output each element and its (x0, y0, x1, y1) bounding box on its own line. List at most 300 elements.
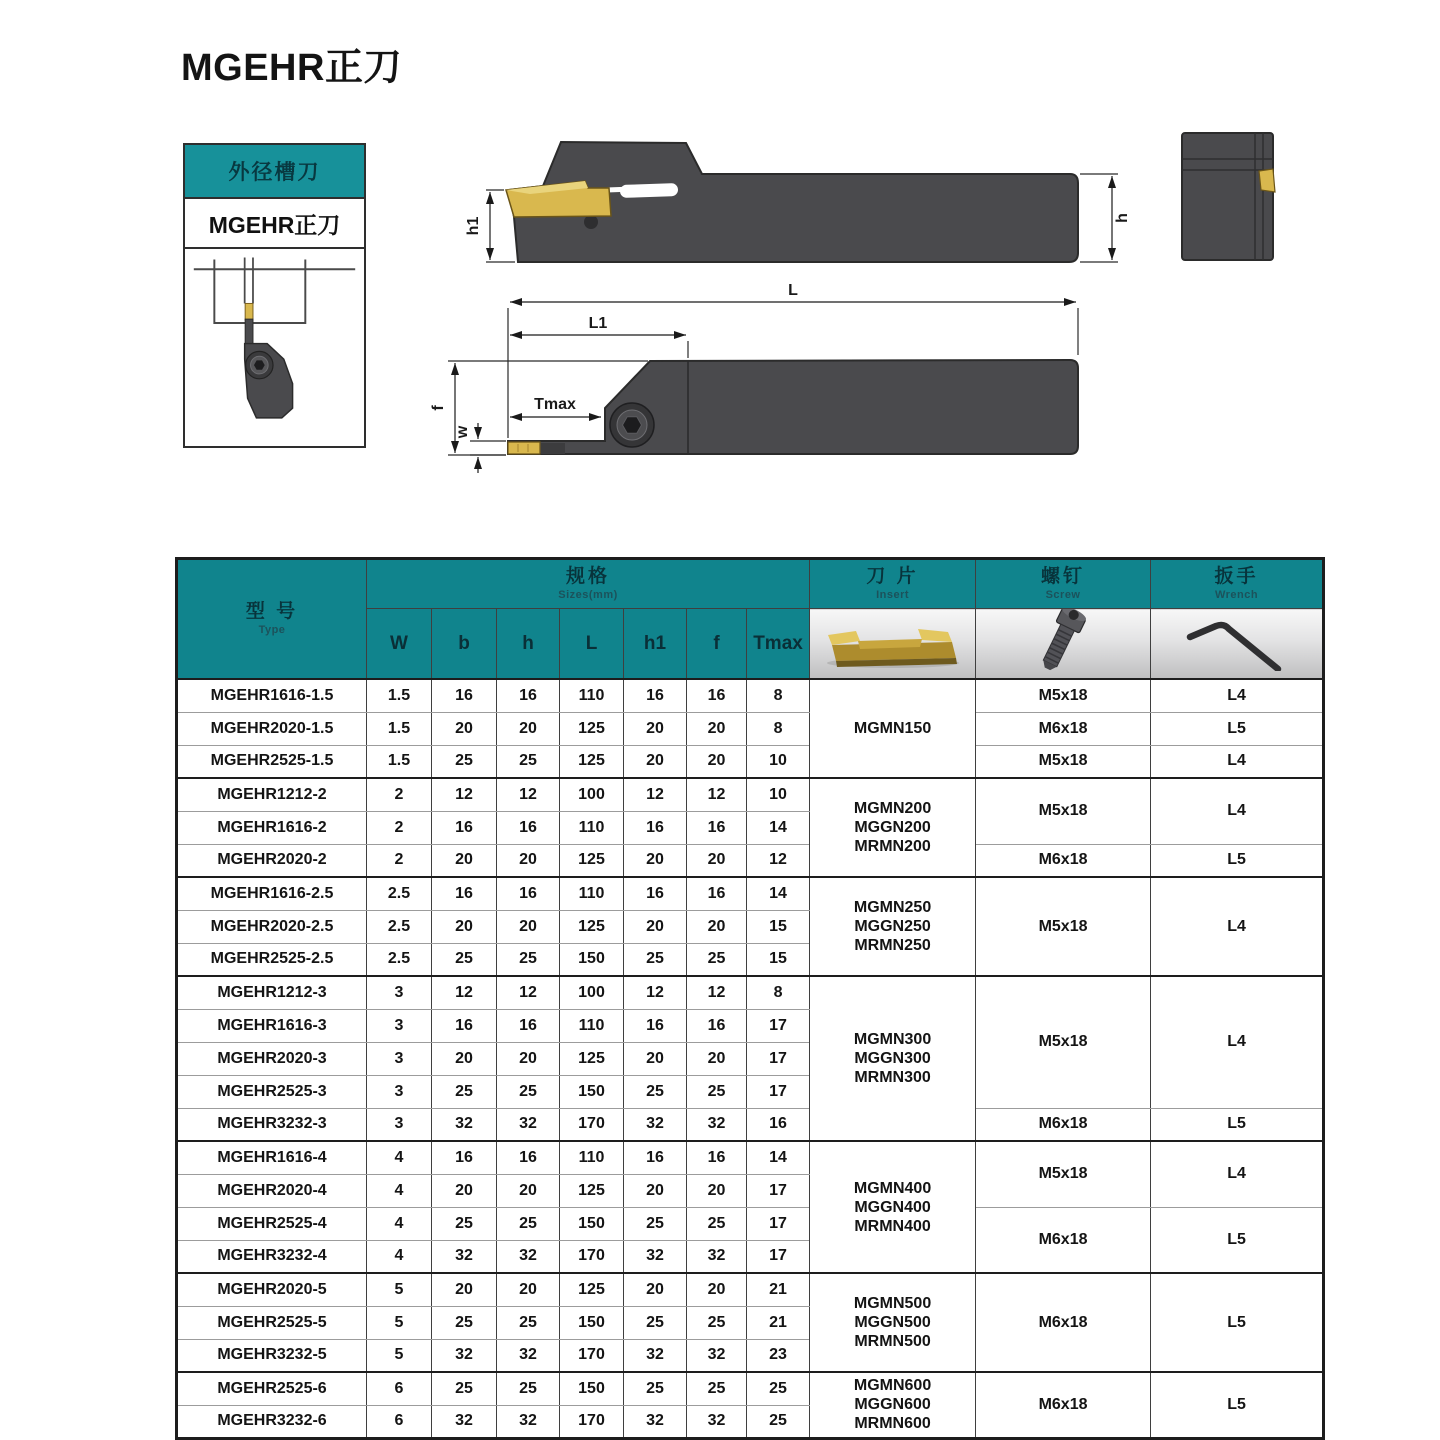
spec-value-cell: 16 (687, 1009, 747, 1042)
end-view-drawing (1182, 133, 1275, 260)
spec-value-cell: 12 (687, 778, 747, 811)
spec-value-cell: 6 (367, 1405, 432, 1438)
spec-value-cell: 25 (687, 1207, 747, 1240)
wrench-cell: L5 (1151, 1372, 1324, 1438)
top-view-body (508, 360, 1078, 454)
spec-value-cell: 25 (497, 1075, 560, 1108)
spec-value-cell: 5 (367, 1306, 432, 1339)
wrench-cell: L5 (1151, 1207, 1324, 1273)
spec-value-cell: 110 (560, 679, 624, 712)
model-cell: MGEHR1616-4 (177, 1141, 367, 1174)
spec-value-cell: 20 (432, 1042, 497, 1075)
mini-tool-neck (245, 319, 253, 345)
spec-value-cell: 125 (560, 745, 624, 778)
spec-value-cell: 32 (497, 1108, 560, 1141)
spec-value-cell: 16 (432, 679, 497, 712)
wrench-cell: L4 (1151, 1141, 1324, 1207)
insert-model-line: MRMN500 (854, 1333, 931, 1350)
spec-value-cell: 25 (747, 1405, 810, 1438)
spec-value-cell: 20 (624, 1273, 687, 1306)
spec-value-cell: 3 (367, 1042, 432, 1075)
spec-value-cell: 15 (747, 943, 810, 976)
header-screw-en: Screw (1045, 589, 1081, 601)
insert-model-line: MGMN400 (853, 1179, 932, 1197)
table-row (177, 976, 1324, 1009)
spec-value-cell: 4 (367, 1207, 432, 1240)
model-cell: MGEHR3232-3 (177, 1108, 367, 1141)
spec-value-cell: 23 (747, 1339, 810, 1372)
insert-model-line: MGMN200 (853, 800, 932, 817)
spec-value-cell: 25 (432, 1306, 497, 1339)
screw-cell: M5x18 (976, 778, 1151, 844)
spec-value-cell: 12 (497, 976, 560, 1009)
header-wrench-en: Wrench (1214, 589, 1259, 601)
end-view-insert (1259, 169, 1275, 192)
spec-value-cell: 5 (367, 1339, 432, 1372)
spec-value-cell: 125 (560, 712, 624, 745)
insert-photo (818, 611, 968, 671)
table-row (177, 1141, 1324, 1174)
model-cell: MGEHR1616-3 (177, 1009, 367, 1042)
model-cell: MGEHR1616-2.5 (177, 877, 367, 910)
spec-value-cell: 25 (432, 745, 497, 778)
spec-value-cell: 16 (624, 1009, 687, 1042)
spec-value-cell: 170 (560, 1240, 624, 1273)
screw-cell: M6x18 (976, 1372, 1151, 1438)
table-row (177, 679, 1324, 712)
header-col-f: f (687, 609, 747, 680)
screw-photo-cell (976, 609, 1151, 680)
insert-photo-cell (810, 609, 976, 680)
spec-value-cell: 32 (624, 1339, 687, 1372)
insert-model-line: MRMN200 (854, 838, 931, 855)
spec-value-cell: 20 (687, 1273, 747, 1306)
model-cell: MGEHR1616-1.5 (177, 679, 367, 712)
table-row (177, 844, 1324, 877)
screw-cell: M5x18 (976, 745, 1151, 778)
spec-value-cell: 32 (497, 1405, 560, 1438)
spec-value-cell: 150 (560, 943, 624, 976)
wrench-cell: L5 (1151, 844, 1324, 877)
table-row (177, 1273, 1324, 1306)
screw-cell: M5x18 (976, 877, 1151, 976)
spec-value-cell: 170 (560, 1339, 624, 1372)
table-row (177, 745, 1324, 778)
spec-value-cell: 16 (624, 1141, 687, 1174)
header-col-L: L (560, 609, 624, 680)
spec-value-cell: 21 (747, 1306, 810, 1339)
spec-value-cell: 25 (624, 1075, 687, 1108)
wrench-photo-cell (1151, 609, 1324, 680)
spec-value-cell: 8 (747, 712, 810, 745)
insert-cell (810, 1273, 976, 1372)
header-col-b: b (432, 609, 497, 680)
spec-value-cell: 2 (367, 811, 432, 844)
spec-value-cell: 17 (747, 1240, 810, 1273)
model-cell: MGEHR2020-2 (177, 844, 367, 877)
spec-value-cell: 16 (432, 877, 497, 910)
insert-model-line: MGGN400 (854, 1198, 931, 1216)
table-row (177, 778, 1324, 811)
spec-value-cell: 16 (624, 811, 687, 844)
screw-cell: M5x18 (976, 976, 1151, 1108)
spec-value-cell: 15 (747, 910, 810, 943)
table-row (177, 1108, 1324, 1141)
model-cell: MGEHR1616-2 (177, 811, 367, 844)
insert-cell (810, 976, 976, 1141)
model-cell: MGEHR2525-4 (177, 1207, 367, 1240)
spec-value-cell: 20 (624, 712, 687, 745)
spec-value-cell: 25 (432, 1372, 497, 1405)
spec-value-cell: 20 (687, 844, 747, 877)
model-cell: MGEHR2525-1.5 (177, 745, 367, 778)
spec-value-cell: 20 (624, 745, 687, 778)
wrench-cell: L4 (1151, 877, 1324, 976)
model-cell: MGEHR2525-3 (177, 1075, 367, 1108)
spec-value-cell: 16 (687, 811, 747, 844)
spec-value-cell: 14 (747, 811, 810, 844)
insert-model-line: MGGN200 (854, 819, 931, 836)
spec-value-cell: 1.5 (367, 712, 432, 745)
spec-value-cell: 4 (367, 1174, 432, 1207)
wrench-cell: L4 (1151, 745, 1324, 778)
clamp-finger-tip (541, 443, 565, 454)
spec-value-cell: 6 (367, 1372, 432, 1405)
insert-model-line: MGGN600 (854, 1396, 931, 1414)
spec-value-cell: 32 (687, 1108, 747, 1141)
screw-cell: M6x18 (976, 1207, 1151, 1273)
insert-model-line: MRMN400 (854, 1217, 931, 1235)
header-type (177, 559, 367, 680)
spec-value-cell: 20 (497, 844, 560, 877)
header-wrench (1151, 559, 1324, 609)
spec-value-cell: 12 (624, 778, 687, 811)
table-row (177, 877, 1324, 910)
technical-drawings (430, 105, 1440, 550)
spec-value-cell: 110 (560, 1141, 624, 1174)
spec-value-cell: 25 (687, 1075, 747, 1108)
header-insert-zh: 刀 片 (866, 566, 919, 587)
spec-value-cell: 12 (432, 778, 497, 811)
spec-value-cell: 32 (432, 1405, 497, 1438)
spec-value-cell: 16 (747, 1108, 810, 1141)
spec-table (175, 557, 1325, 1440)
spec-value-cell: 150 (560, 1075, 624, 1108)
table-row (177, 712, 1324, 745)
spec-value-cell: 25 (497, 745, 560, 778)
spec-value-cell: 20 (497, 1273, 560, 1306)
spec-value-cell: 32 (432, 1108, 497, 1141)
L-dim-label: L (788, 282, 798, 299)
spec-value-cell: 1.5 (367, 679, 432, 712)
model-cell: MGEHR2020-5 (177, 1273, 367, 1306)
header-screw (976, 559, 1151, 609)
spec-value-cell: 20 (497, 1042, 560, 1075)
spec-value-cell: 20 (432, 1174, 497, 1207)
model-cell: MGEHR2525-5 (177, 1306, 367, 1339)
mini-grooving-diagram (185, 249, 364, 444)
insert-model-line: MGGN250 (854, 918, 931, 935)
spec-value-cell: 32 (497, 1240, 560, 1273)
spec-value-cell: 21 (747, 1273, 810, 1306)
spec-value-cell: 32 (432, 1339, 497, 1372)
spec-table-wrap (175, 557, 1325, 1440)
spec-value-cell: 20 (624, 910, 687, 943)
wrench-cell: L4 (1151, 778, 1324, 844)
screw-photo (1003, 609, 1123, 673)
spec-value-cell: 20 (432, 712, 497, 745)
screw-cell: M5x18 (976, 679, 1151, 712)
spec-value-cell: 32 (687, 1405, 747, 1438)
spec-value-cell: 25 (497, 1372, 560, 1405)
header-size-zh: 规格 (566, 566, 611, 587)
spec-value-cell: 2 (367, 844, 432, 877)
spec-value-cell: 17 (747, 1075, 810, 1108)
spec-value-cell: 25 (624, 1372, 687, 1405)
Tmax-dim-label: Tmax (534, 396, 576, 413)
spec-value-cell: 20 (624, 1174, 687, 1207)
spec-value-cell: 32 (624, 1108, 687, 1141)
spec-value-cell: 170 (560, 1405, 624, 1438)
spec-value-cell: 12 (747, 844, 810, 877)
spec-value-cell: 20 (432, 910, 497, 943)
header-size-en: Sizes(mm) (558, 589, 618, 601)
spec-value-cell: 25 (497, 1207, 560, 1240)
screw-cell: M5x18 (976, 1141, 1151, 1207)
screw-threads (1045, 630, 1072, 664)
insert-model-line: MRMN250 (854, 937, 931, 954)
panel-header: 外径槽刀 (185, 145, 364, 199)
clamp-notch (584, 215, 598, 229)
spec-value-cell: 32 (432, 1240, 497, 1273)
mini-insert (245, 303, 253, 320)
spec-value-cell: 20 (432, 1273, 497, 1306)
spec-value-cell: 16 (432, 1009, 497, 1042)
header-type-zh: 型 号 (245, 601, 299, 622)
spec-value-cell: 150 (560, 1372, 624, 1405)
spec-value-cell: 25 (432, 1075, 497, 1108)
spec-value-cell: 16 (687, 1141, 747, 1174)
spec-value-cell: 125 (560, 1042, 624, 1075)
spec-value-cell: 110 (560, 1009, 624, 1042)
spec-value-cell: 2.5 (367, 877, 432, 910)
insert-model-line: MGMN250 (853, 899, 932, 916)
spec-value-cell: 20 (497, 712, 560, 745)
insert-model-line: MRMN300 (854, 1069, 931, 1086)
insert-model-line: MGMN600 (853, 1377, 932, 1395)
spec-value-cell: 2.5 (367, 943, 432, 976)
header-col-h: h (497, 609, 560, 680)
spec-value-cell: 3 (367, 1075, 432, 1108)
spec-value-cell: 125 (560, 1273, 624, 1306)
spec-value-cell: 20 (432, 844, 497, 877)
spec-value-cell: 110 (560, 877, 624, 910)
spec-value-cell: 16 (687, 679, 747, 712)
insert-model-line: MGMN150 (853, 720, 932, 737)
spec-value-cell: 110 (560, 811, 624, 844)
clamp-slot (620, 183, 678, 198)
insert-photo-right-top (918, 629, 952, 642)
insert-photo-left-top (828, 631, 860, 645)
spec-value-cell: 20 (624, 1042, 687, 1075)
spec-value-cell: 20 (497, 910, 560, 943)
wrench-cell: L5 (1151, 1108, 1324, 1141)
spec-value-cell: 12 (497, 778, 560, 811)
insert-model-line: MGMN500 (853, 1295, 932, 1312)
spec-value-cell: 20 (497, 1174, 560, 1207)
panel-subheader: MGEHR正刀 (185, 199, 364, 249)
spec-value-cell: 32 (624, 1405, 687, 1438)
hex-key-shape (1190, 625, 1278, 669)
model-cell: MGEHR3232-6 (177, 1405, 367, 1438)
spec-value-cell: 12 (624, 976, 687, 1009)
header-col-h1: h1 (624, 609, 687, 680)
spec-value-cell: 17 (747, 1174, 810, 1207)
spec-value-cell: 125 (560, 844, 624, 877)
spec-value-cell: 25 (432, 943, 497, 976)
header-col-Tmax: Tmax (747, 609, 810, 680)
spec-value-cell: 10 (747, 745, 810, 778)
spec-value-cell: 8 (747, 976, 810, 1009)
screw-cell: M6x18 (976, 1273, 1151, 1372)
header-col-W: W (367, 609, 432, 680)
tool-category-panel (183, 143, 366, 448)
spec-value-cell: 12 (432, 976, 497, 1009)
model-cell: MGEHR2020-3 (177, 1042, 367, 1075)
top-view-insert (508, 442, 540, 454)
spec-value-cell: 25 (624, 1207, 687, 1240)
insert-model-line: MGGN300 (854, 1050, 931, 1067)
insert-model-line: MGMN300 (853, 1031, 932, 1048)
wrench-cell: L5 (1151, 712, 1324, 745)
spec-value-cell: 14 (747, 1141, 810, 1174)
spec-value-cell: 25 (687, 1306, 747, 1339)
clamp-screw-hex-socket (623, 417, 642, 433)
spec-value-cell: 25 (497, 943, 560, 976)
model-cell: MGEHR2525-2.5 (177, 943, 367, 976)
insert-cell (810, 877, 976, 976)
w-dim-label: w (454, 425, 471, 439)
top-view-drawing (430, 282, 1078, 473)
spec-value-cell: 3 (367, 976, 432, 1009)
spec-value-cell: 1.5 (367, 745, 432, 778)
spec-value-cell: 16 (497, 679, 560, 712)
spec-value-cell: 20 (687, 712, 747, 745)
spec-value-cell: 25 (687, 1372, 747, 1405)
spec-value-cell: 100 (560, 976, 624, 1009)
spec-value-cell: 16 (624, 877, 687, 910)
spec-value-cell: 16 (497, 811, 560, 844)
spec-value-cell: 150 (560, 1306, 624, 1339)
spec-value-cell: 10 (747, 778, 810, 811)
spec-value-cell: 20 (687, 910, 747, 943)
spec-value-cell: 2.5 (367, 910, 432, 943)
spec-value-cell: 16 (624, 679, 687, 712)
spec-value-cell: 100 (560, 778, 624, 811)
spec-value-cell: 20 (624, 844, 687, 877)
insert-cell (810, 679, 976, 778)
spec-value-cell: 2 (367, 778, 432, 811)
spec-value-cell: 170 (560, 1108, 624, 1141)
h-dim-label: h (1114, 213, 1131, 223)
header-insert-en: Insert (876, 589, 910, 601)
spec-value-cell: 125 (560, 1174, 624, 1207)
spec-value-cell: 12 (687, 976, 747, 1009)
wrench-cell: L4 (1151, 679, 1324, 712)
spec-value-cell: 125 (560, 910, 624, 943)
spec-value-cell: 20 (687, 1174, 747, 1207)
spec-value-cell: 25 (747, 1372, 810, 1405)
header-size (367, 559, 810, 609)
insert-cell (810, 1372, 976, 1438)
spec-value-cell: 17 (747, 1042, 810, 1075)
model-cell: MGEHR2020-4 (177, 1174, 367, 1207)
spec-value-cell: 16 (497, 1141, 560, 1174)
insert-cell (810, 778, 976, 877)
screw-cell: M6x18 (976, 1108, 1151, 1141)
spec-value-cell: 17 (747, 1207, 810, 1240)
table-row (177, 1207, 1324, 1240)
screw-cell: M6x18 (976, 712, 1151, 745)
spec-value-cell: 32 (497, 1339, 560, 1372)
spec-value-cell: 16 (432, 1141, 497, 1174)
L1-dim-label: L1 (588, 315, 608, 332)
spec-value-cell: 20 (687, 745, 747, 778)
spec-value-cell: 3 (367, 1108, 432, 1141)
spec-value-cell: 20 (687, 1042, 747, 1075)
spec-value-cell: 150 (560, 1207, 624, 1240)
screw-photo-group (1036, 609, 1088, 673)
f-dim-label: f (430, 405, 447, 411)
model-cell: MGEHR2525-6 (177, 1372, 367, 1405)
spec-value-cell: 4 (367, 1141, 432, 1174)
header-wrench-zh: 扳手 (1214, 566, 1259, 587)
model-cell: MGEHR2020-2.5 (177, 910, 367, 943)
model-cell: MGEHR1212-2 (177, 778, 367, 811)
spec-value-cell: 25 (624, 1306, 687, 1339)
wrench-photo (1162, 611, 1312, 671)
page-title: MGEHR正刀 (181, 47, 402, 89)
spec-value-cell: 4 (367, 1240, 432, 1273)
screw-cell: M6x18 (976, 844, 1151, 877)
spec-value-cell: 25 (624, 943, 687, 976)
spec-value-cell: 14 (747, 877, 810, 910)
spec-value-cell: 32 (687, 1339, 747, 1372)
wrench-cell: L4 (1151, 976, 1324, 1108)
wrench-cell: L5 (1151, 1273, 1324, 1372)
spec-value-cell: 25 (687, 943, 747, 976)
spec-value-cell: 16 (432, 811, 497, 844)
spec-value-cell: 8 (747, 679, 810, 712)
spec-value-cell: 16 (497, 877, 560, 910)
spec-value-cell: 32 (624, 1240, 687, 1273)
spec-value-cell: 16 (497, 1009, 560, 1042)
spec-value-cell: 5 (367, 1273, 432, 1306)
model-cell: MGEHR3232-4 (177, 1240, 367, 1273)
model-cell: MGEHR1212-3 (177, 976, 367, 1009)
spec-value-cell: 17 (747, 1009, 810, 1042)
h1-dim-label: h1 (465, 216, 482, 236)
spec-value-cell: 16 (687, 877, 747, 910)
spec-value-cell: 25 (432, 1207, 497, 1240)
insert-model-line: MGGN500 (854, 1314, 931, 1331)
spec-value-cell: 32 (687, 1240, 747, 1273)
end-view-body (1182, 133, 1273, 260)
insert-model-line: MRMN600 (854, 1415, 931, 1433)
insert-cell (810, 1141, 976, 1273)
spec-value-cell: 3 (367, 1009, 432, 1042)
spec-value-cell: 25 (497, 1306, 560, 1339)
